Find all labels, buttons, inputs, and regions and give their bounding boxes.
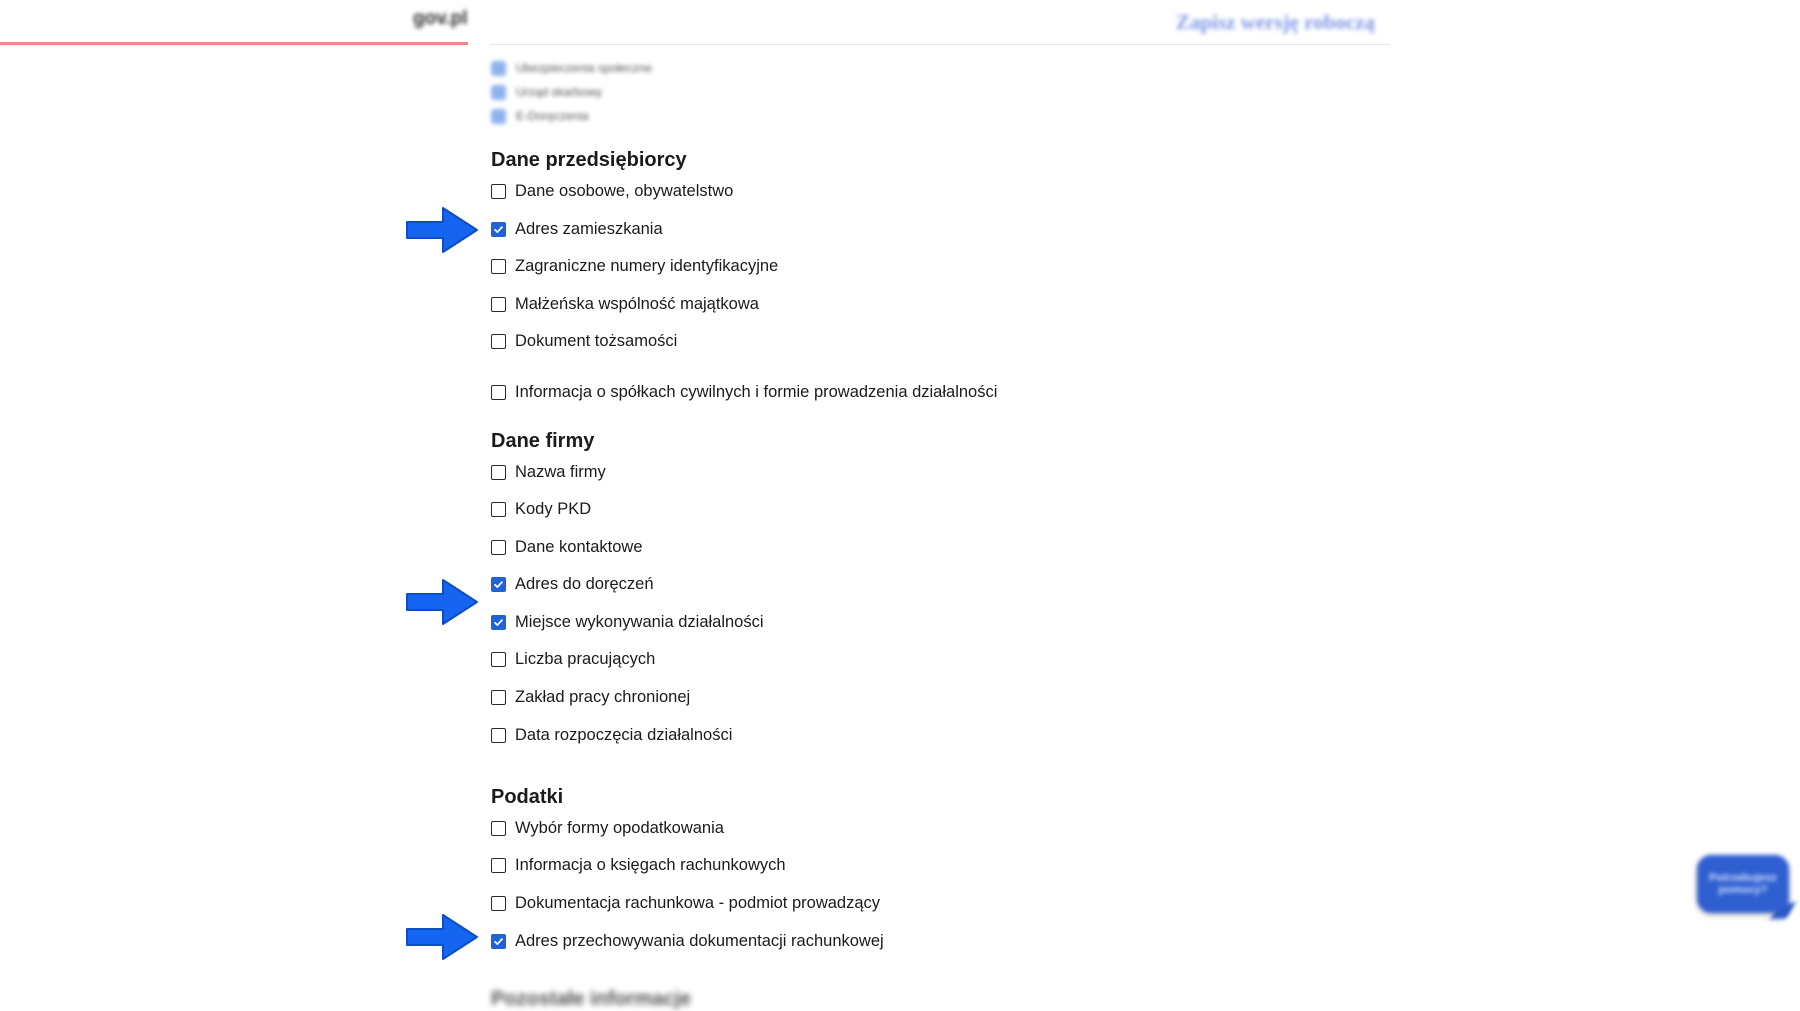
arrow-right-icon xyxy=(405,576,480,628)
checkbox-item[interactable] xyxy=(491,720,732,750)
checkbox-item[interactable] xyxy=(491,251,778,281)
checkbox-item[interactable] xyxy=(491,494,591,524)
checkbox-unchecked[interactable] xyxy=(491,728,506,743)
checkbox-item[interactable] xyxy=(491,813,724,843)
header-accent-rule xyxy=(0,42,468,45)
checkbox-unchecked[interactable] xyxy=(491,385,506,400)
arrow-right-icon xyxy=(405,204,480,256)
checkbox-label: Dane kontaktowe xyxy=(515,537,643,556)
checkbox-label: Adres zamieszkania xyxy=(515,219,663,238)
checkbox-item[interactable] xyxy=(491,644,655,674)
checkbox-item[interactable] xyxy=(491,607,764,637)
section-title-podatki: Podatki xyxy=(491,786,564,808)
checkbox-unchecked[interactable] xyxy=(491,334,506,349)
checkbox-item[interactable] xyxy=(491,289,759,319)
checkbox-unchecked[interactable] xyxy=(491,259,506,274)
checkbox-item[interactable] xyxy=(491,377,997,407)
checkbox-item[interactable] xyxy=(491,176,733,206)
preselected-list xyxy=(491,56,652,128)
section-title-firma: Dane firmy xyxy=(491,430,595,452)
gov-logo[interactable]: gov.pl xyxy=(413,8,468,29)
checkbox-label: Zagraniczne numery identyfikacyjne xyxy=(515,256,779,275)
checkbox-label: Informacja o księgach rachunkowych xyxy=(515,855,786,874)
save-draft-link[interactable]: Zapisz wersję roboczą xyxy=(1175,10,1375,34)
checkbox-label: Dokumentacja rachunkowa - podmiot prowadzący xyxy=(515,893,881,912)
checkbox-item[interactable] xyxy=(491,682,690,712)
checkbox-label: Dane osobowe, obywatelstwo xyxy=(515,181,734,200)
checkbox-unchecked[interactable] xyxy=(491,690,506,705)
checkbox-label: Wybór formy opodatkowania xyxy=(515,818,724,837)
checkbox-item[interactable] xyxy=(491,532,643,562)
preselected-item[interactable] xyxy=(491,104,652,128)
checkbox-label: Dokument tożsamości xyxy=(515,331,678,350)
preselected-item[interactable] xyxy=(491,80,652,104)
checkbox-checked-icon xyxy=(491,109,506,124)
checkbox-unchecked[interactable] xyxy=(491,896,506,911)
preselected-item-label: Ubezpieczenia społeczne xyxy=(516,61,653,75)
checkbox-label: Kody PKD xyxy=(515,499,592,518)
checkbox-unchecked[interactable] xyxy=(491,465,506,480)
checkbox-label: Informacja o spółkach cywilnych i formie prowadzenia działalności xyxy=(515,382,998,401)
checkbox-checked[interactable] xyxy=(491,934,506,949)
checkbox-checked-icon xyxy=(491,61,506,76)
checkbox-item[interactable] xyxy=(491,569,654,599)
checkbox-label: Data rozpoczęcia działalności xyxy=(515,725,733,744)
checkbox-checked-icon xyxy=(491,85,506,100)
checkbox-unchecked[interactable] xyxy=(491,652,506,667)
checkbox-label: Małżeńska wspólność majątkowa xyxy=(515,294,759,313)
help-chat-button[interactable]: Potrzebujesz pomocy? xyxy=(1697,855,1789,913)
checkbox-unchecked[interactable] xyxy=(491,858,506,873)
checkbox-label: Nazwa firmy xyxy=(515,462,606,481)
checkbox-unchecked[interactable] xyxy=(491,184,506,199)
preselected-item-label: Urząd skarbowy xyxy=(516,85,603,99)
preselected-item[interactable] xyxy=(491,56,652,80)
checkbox-item[interactable] xyxy=(491,888,880,918)
checkbox-label: Liczba pracujących xyxy=(515,649,656,668)
checkbox-unchecked[interactable] xyxy=(491,297,506,312)
section-title-pozostale: Pozostałe informacje xyxy=(491,988,692,1010)
checkbox-item[interactable] xyxy=(491,214,663,244)
checkbox-item[interactable] xyxy=(491,850,786,880)
preselected-item-label: E-Doręczenia xyxy=(516,109,589,123)
section-title-przedsiebiorca: Dane przedsiębiorcy xyxy=(491,149,687,171)
checkbox-item[interactable] xyxy=(491,926,884,956)
checkbox-checked[interactable] xyxy=(491,577,506,592)
header-divider xyxy=(490,44,1390,45)
checkbox-item[interactable] xyxy=(491,457,606,487)
checkbox-checked[interactable] xyxy=(491,615,506,630)
arrow-right-icon xyxy=(405,911,480,963)
checkbox-item[interactable] xyxy=(491,326,677,356)
checkbox-checked[interactable] xyxy=(491,222,506,237)
checkbox-label: Miejsce wykonywania działalności xyxy=(515,612,764,631)
checkbox-unchecked[interactable] xyxy=(491,540,506,555)
checkbox-label: Adres przechowywania dokumentacji rachunkowej xyxy=(515,931,884,950)
checkbox-unchecked[interactable] xyxy=(491,821,506,836)
checkbox-label: Adres do doręczeń xyxy=(515,574,654,593)
checkbox-label: Zakład pracy chronionej xyxy=(515,687,691,706)
checkbox-unchecked[interactable] xyxy=(491,502,506,517)
